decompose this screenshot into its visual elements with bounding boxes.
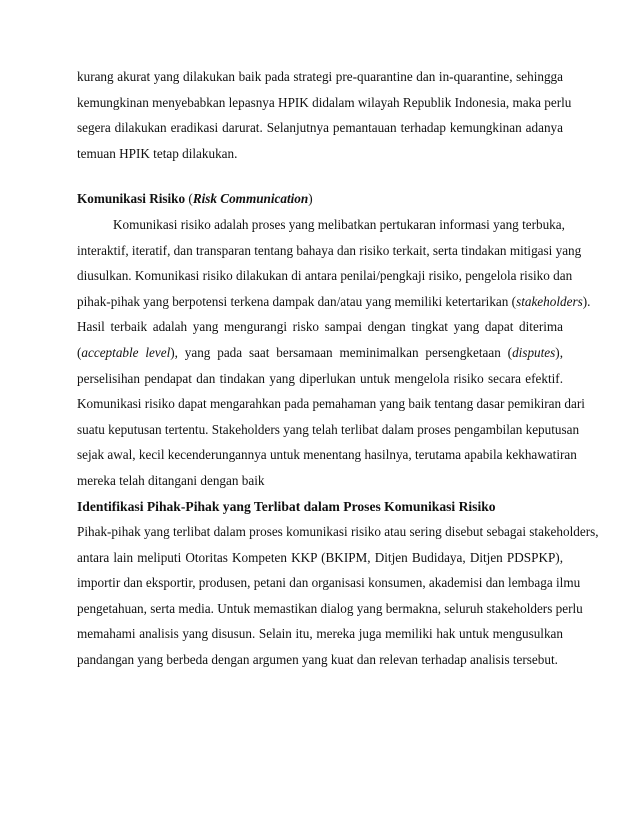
text-line: Komunikasi risiko dapat mengarahkan pada pemahaman yang baik tentang dasar pemikiran dari xyxy=(77,396,585,412)
text-line: segera dilakukan eradikasi darurat. Selanjutnya pemantauan terhadap kemungkinan adanya xyxy=(77,120,563,136)
paragraph-intro xyxy=(77,64,572,166)
text-line: kemungkinan menyebabkan lepasnya HPIK didalam wilayah Republik Indonesia, maka perlu xyxy=(77,94,572,110)
text-line: sejak awal, kecil kecenderungannya untuk menentang hasilnya, terutama apabila kekhawatiran xyxy=(77,447,577,463)
section-risk-communication xyxy=(77,186,591,493)
text-run: pihak-pihak yang berpotensi terkena dampak dan/atau yang memiliki ketertarikan ( xyxy=(77,293,517,309)
section-heading: Identifikasi Pihak-Pihak yang Terlibat dalam Proses Komunikasi Risiko xyxy=(77,498,496,514)
text-line: Komunikasi risiko adalah proses yang melibatkan pertukaran informasi yang terbuka, xyxy=(113,216,565,232)
heading-close: ) xyxy=(308,191,313,207)
italic-term: stakeholders xyxy=(516,293,583,309)
text-line: interaktif, iteratif, dan transparan tentang bahaya dan risiko terkait, serta tindakan mitigasi yang xyxy=(77,242,582,258)
heading-italic: Risk Communication xyxy=(192,191,309,207)
text-run: ). xyxy=(582,293,591,309)
heading-open: ( xyxy=(185,191,193,207)
section-stakeholder-identification xyxy=(77,494,599,673)
text-line: suatu keputusan tertentu. Stakeholders yang telah terlibat dalam proses pengambilan keputusan xyxy=(77,421,580,437)
text-run: ), xyxy=(555,344,563,360)
text-line: perselisihan pendapat dan tindakan yang diperlukan untuk mengelola risiko secara efektif. xyxy=(77,370,563,386)
text-line xyxy=(77,289,591,315)
text-line: importir dan eksportir, produsen, petani dan organisasi konsumen, akademisi dan lembaga ilmu xyxy=(77,575,581,591)
text-line: mereka telah ditangani dengan baik xyxy=(77,472,265,488)
text-line: Hasil terbaik adalah yang mengurangi risko sampai dengan tingkat yang dapat diterima xyxy=(77,319,563,335)
text-line: pengetahuan, serta media. Untuk memastikan dialog yang bermakna, seluruh stakeholders perlu xyxy=(77,600,583,616)
section-heading xyxy=(77,186,563,212)
document-page xyxy=(77,64,599,673)
text-run: ), yang pada saat bersamaan meminimalkan persengketaan ( xyxy=(170,344,513,360)
italic-term: acceptable level xyxy=(81,344,171,360)
text-line: memahami analisis yang disusun. Selain itu, mereka juga memiliki hak untuk mengusulkan xyxy=(77,626,563,642)
paragraph-spacer xyxy=(77,166,563,186)
italic-term: disputes xyxy=(512,344,556,360)
text-line: pandangan yang berbeda dengan argumen yang kuat dan relevan terhadap analisis tersebut. xyxy=(77,652,558,668)
text-line: antara lain meliputi Otoritas Kompeten KKP (BKIPM, Ditjen Budidaya, Ditjen PDSPKP), xyxy=(77,549,563,565)
text-line xyxy=(77,340,563,366)
text-run: ( xyxy=(77,344,82,360)
text-line: Pihak-pihak yang terlibat dalam proses komunikasi risiko atau sering disebut sebagai stakeholders, xyxy=(77,524,599,540)
text-line: kurang akurat yang dilakukan baik pada strategi pre-quarantine dan in-quarantine, sehingga xyxy=(77,69,563,84)
heading-main: Komunikasi Risiko xyxy=(77,191,186,207)
text-line: diusulkan. Komunikasi risiko dilakukan di antara penilai/pengkaji risiko, pengelola risiko dan xyxy=(77,268,573,284)
text-line: temuan HPIK tetap dilakukan. xyxy=(77,145,238,161)
